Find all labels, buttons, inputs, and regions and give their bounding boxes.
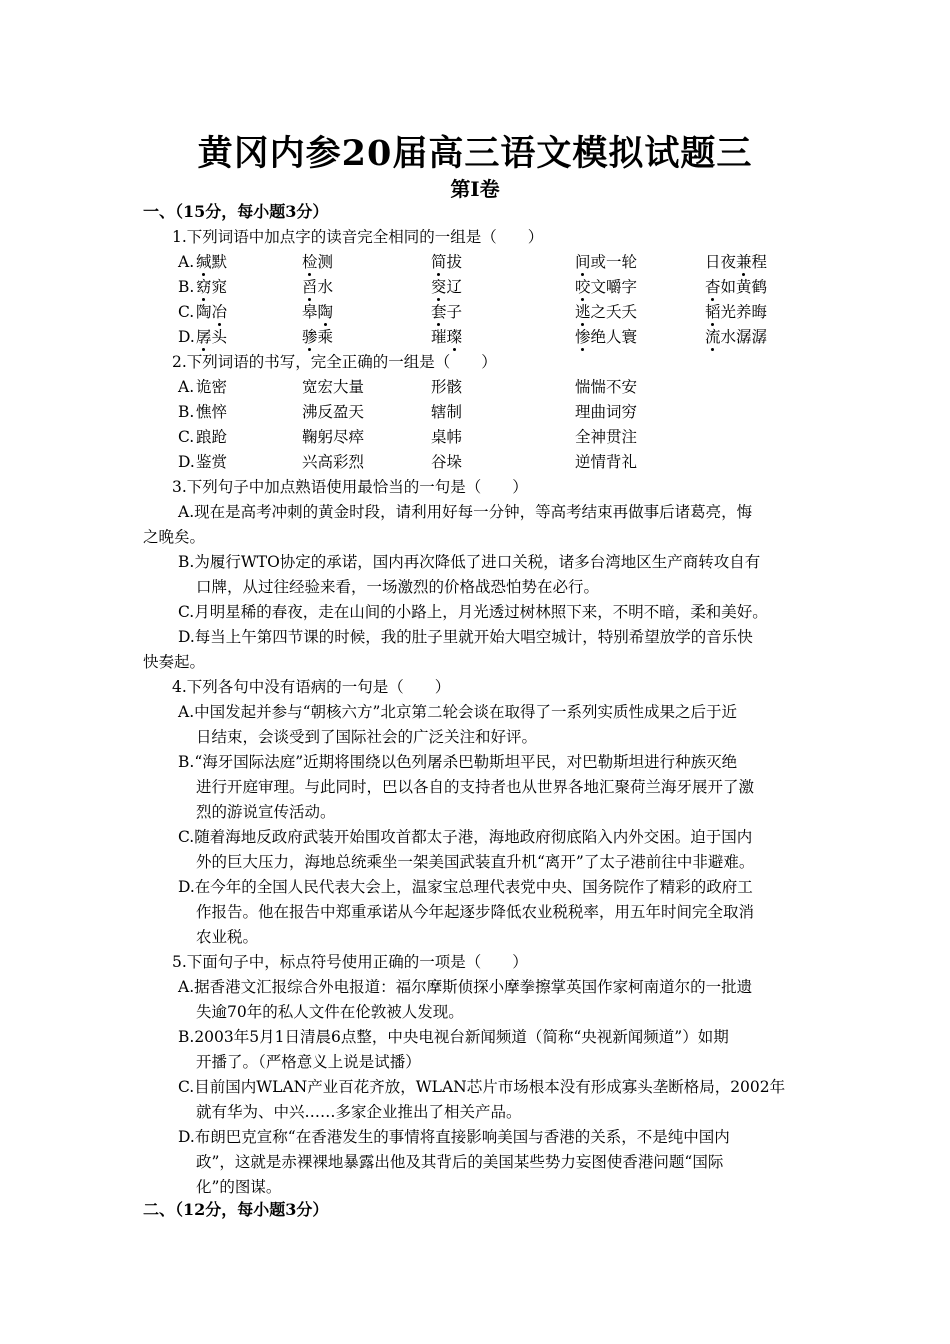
q1-stem: 1.下列词语中加点字的读音完全相同的一组是（ ）: [172, 228, 544, 246]
q5-option-b-line2: 开播了。（严格意义上说是试播）: [196, 1053, 421, 1071]
q5-stem: 5.下面句子中，标点符号使用正确的一项是（ ）: [172, 953, 528, 971]
q1-option-label: D.: [178, 328, 195, 346]
q5-option-a-line2: 失逾70年的私人文件在伦敦被人发现。: [196, 1003, 464, 1021]
q3-option-b-line1: B.为履行WTO协定的承诺，国内再次降低了进口关税，诸多台湾地区生产商转攻自有: [178, 553, 761, 571]
q1-option-label: B.: [178, 278, 195, 296]
q3-stem: 3.下列句子中加点熟语使用最恰当的一句是（ ）: [172, 478, 528, 496]
q3-option-c-line1: C.月明星稀的春夜，走在山间的小路上，月光透过树林照下来，不明不暗，柔和美好。: [178, 603, 768, 621]
q4-option-b-line2: 进行开庭审理。与此同时，巴以各自的支持者也从世界各地汇聚荷兰海牙展开了激: [196, 778, 755, 796]
q4-stem: 4.下列各句中没有语病的一句是（ ）: [172, 678, 451, 696]
q2-option-cell: 逆情背礼: [575, 453, 638, 471]
q4-option-c-line1: C.随着海地反政府武装开始围攻首都太子港，海地政府彻底陷入内外交困。迫于国内: [178, 828, 753, 846]
q1-option-cell: 惨绝人寰: [575, 328, 638, 346]
q1-option-cell: 孱头: [196, 328, 228, 346]
q2-option-cell: 鉴赏: [196, 453, 228, 471]
q5-option-c-line2: 就有华为、中兴……多家企业推出了相关产品。: [196, 1103, 522, 1121]
q4-option-a-line1: A.中国发起并参与“朝核六方”北京第二轮会谈在取得了一系列实质性成果之后于近: [178, 703, 737, 721]
q2-option-label: A.: [178, 378, 195, 396]
q2-option-cell: 桌帏: [431, 428, 463, 446]
q2-option-cell: 踉跄: [196, 428, 228, 446]
q1-option-cell: 间或一轮: [575, 253, 638, 271]
q2-option-cell: 惴惴不安: [575, 378, 638, 396]
q1-option-cell: 杳如黄鹤: [705, 278, 768, 296]
q5-option-b-line1: B.2003年5月1日清晨6点整，中央电视台新闻频道（简称“央视新闻频道”）如期: [178, 1028, 729, 1046]
q1-option-cell: 日夜兼程: [705, 253, 768, 271]
q3-option-d-line2: 快奏起。: [143, 653, 206, 671]
section-heading-1: 一、（15分，每小题3分）: [143, 202, 329, 221]
q4-option-b-line3: 烈的游说宣传活动。: [196, 803, 336, 821]
q3-option-b-line2: 口牌，从过往经验来看，一场激烈的价格战恐怕势在必行。: [196, 578, 600, 596]
page-title: 黄冈内参20届高三语文模拟试题三: [197, 133, 753, 174]
q1-option-cell: 韬光养晦: [705, 303, 768, 321]
q2-option-label: C.: [178, 428, 195, 446]
q2-option-cell: 憔悴: [196, 403, 228, 421]
q2-option-cell: 宽宏大量: [302, 378, 365, 396]
q1-option-cell: 咬文嚼字: [575, 278, 638, 296]
q1-option-cell: 舀水: [302, 278, 334, 296]
q2-option-label: D.: [178, 453, 195, 471]
q1-option-cell: 流水潺潺: [705, 328, 768, 346]
q5-option-a-line1: A.据香港文汇报综合外电报道：福尔摩斯侦探小摩拳擦掌英国作家柯南道尔的一批遗: [178, 978, 753, 996]
q3-option-a-line1: A.现在是高考冲刺的黄金时段，请利用好每一分钟，等高考结束再做事后诸葛亮，悔: [178, 503, 753, 521]
q2-option-cell: 辖制: [431, 403, 463, 421]
q1-option-cell: 陶冶: [196, 303, 228, 321]
q4-option-a-line2: 日结束，会谈受到了国际社会的广泛关注和好评。: [196, 728, 538, 746]
q2-option-cell: 理曲词穷: [575, 403, 638, 421]
q1-option-label: C.: [178, 303, 195, 321]
q3-option-d-line1: D.每当上午第四节课的时候，我的肚子里就开始大唱空城计，特别希望放学的音乐快: [178, 628, 753, 646]
q4-option-d-line3: 农业税。: [196, 928, 259, 946]
q4-option-d-line2: 作报告。他在报告中郑重承诺从今年起逐步降低农业税税率，用五年时间完全取消: [196, 903, 755, 921]
q5-option-d-line3: 化”的图谋。: [196, 1178, 282, 1196]
q4-option-c-line2: 外的巨大压力，海地总统乘坐一架美国武装直升机“离开”了太子港前往中非避难。: [196, 853, 755, 871]
q1-option-label: A.: [178, 253, 195, 271]
q1-option-cell: 逃之夭夭: [575, 303, 638, 321]
q5-option-d-line2: 政”，这就是赤裸裸地暴露出他及其背后的美国某些势力妄图使香港问题“国际: [196, 1153, 724, 1171]
volume-heading: 第Ⅰ卷: [450, 177, 500, 201]
q5-option-d-line1: D.布朗巴克宣称“在香港发生的事情将直接影响美国与香港的关系，不是纯中国内: [178, 1128, 730, 1146]
q2-option-label: B.: [178, 403, 195, 421]
q1-option-cell: 窈窕: [196, 278, 228, 296]
q1-option-cell: 窔辽: [431, 278, 463, 296]
q4-option-d-line1: D.在今年的全国人民代表大会上，温家宝总理代表党中央、国务院作了精彩的政府工: [178, 878, 753, 896]
q2-option-cell: 谷垛: [431, 453, 463, 471]
q5-option-c-line1: C.目前国内WLAN产业百花齐放，WLAN芯片市场根本没有形成寡头垄断格局，2002年: [178, 1078, 786, 1096]
q1-option-cell: 骖乘: [302, 328, 334, 346]
section-heading-2: 二、（12分，每小题3分）: [143, 1200, 329, 1219]
q2-option-cell: 沸反盈天: [302, 403, 365, 421]
q2-stem: 2.下列词语的书写，完全正确的一组是（ ）: [172, 353, 497, 371]
q3-option-a-line2: 之晚矣。: [143, 528, 206, 546]
q2-option-cell: 诡密: [196, 378, 228, 396]
q2-option-cell: 兴高彩烈: [302, 453, 365, 471]
q1-option-cell: 套子: [431, 303, 463, 321]
q2-option-cell: 鞠躬尽瘁: [302, 428, 365, 446]
q2-option-cell: 全神贯注: [575, 428, 638, 446]
q1-option-cell: 璀璨: [431, 328, 463, 346]
q1-option-cell: 检测: [302, 253, 334, 271]
q1-option-cell: 缄默: [196, 253, 228, 271]
q1-option-cell: 简拔: [431, 253, 463, 271]
q2-option-cell: 形骸: [431, 378, 463, 396]
q1-option-cell: 皋陶: [302, 303, 334, 321]
q4-option-b-line1: B.“海牙国际法庭”近期将围绕以色列屠杀巴勒斯坦平民，对巴勒斯坦进行种族灭绝: [178, 753, 738, 771]
